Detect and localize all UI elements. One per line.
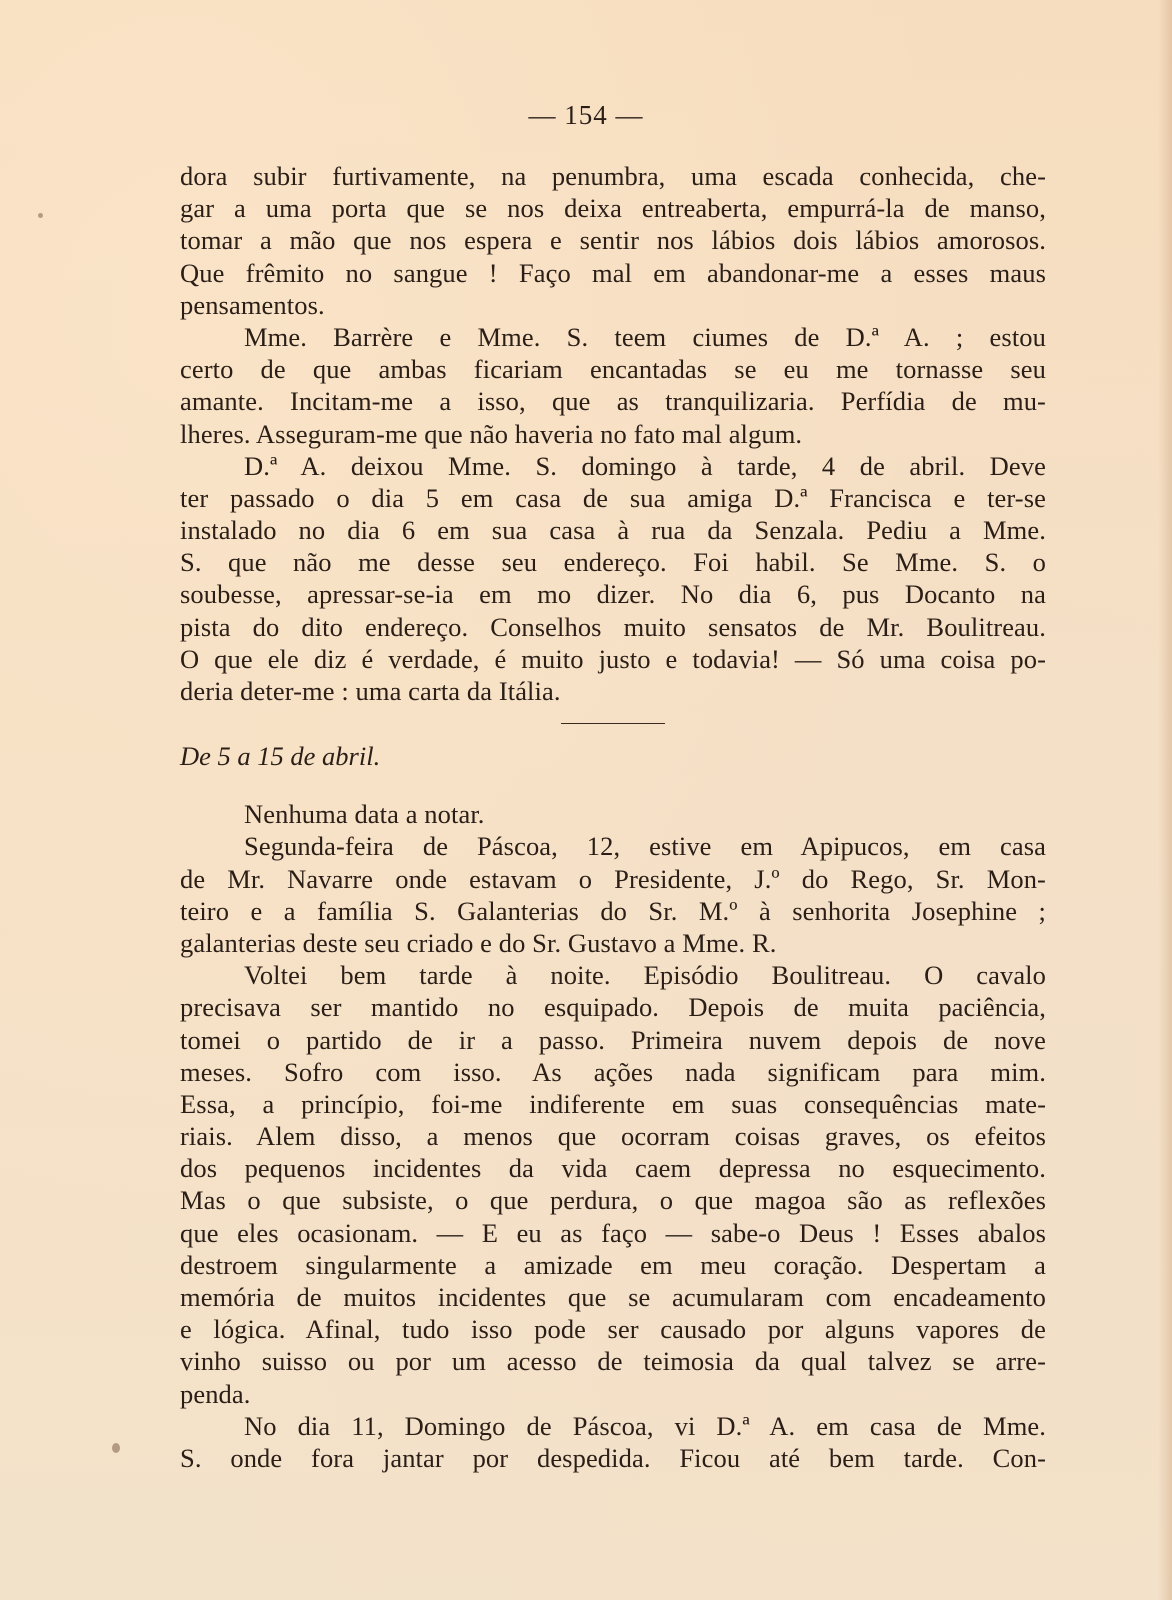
text-line: soubesse, apressar-se-ia em mo dizer. No dia 6, pus Docanto na [180, 579, 1046, 610]
text-line: instalado no dia 6 em sua casa à rua da Senzala. Pediu a Mme. [180, 515, 1046, 546]
text-line: e lógica. Afinal, tudo isso pode ser causado por alguns vapores de [180, 1314, 1046, 1345]
text-line: Nenhuma data a notar. [244, 799, 485, 830]
text-line: ter passado o dia 5 em casa de sua amiga D.ª Francisca e ter-se [180, 482, 1046, 513]
paragraph [180, 160, 1046, 321]
text-line: galanterias deste seu criado e do Sr. Gustavo a Mme. R. [180, 927, 777, 958]
text-line: memória de muitos incidentes que se acumularam com encadeamento [180, 1282, 1046, 1312]
paragraph [180, 450, 1046, 708]
text-line: S. que não me desse seu endereço. Foi habil. Se Mme. S. o [180, 547, 1046, 578]
paragraph [180, 959, 1046, 1410]
page-body [180, 160, 1046, 1474]
text-line: dos pequenos incidentes da vida caem depressa no esquecimento. [180, 1153, 1046, 1184]
text-line: gar a uma porta que se nos deixa entreaberta, empurrá-la de manso, [180, 193, 1046, 224]
page-number: — 154 — [528, 100, 644, 130]
text-line: penda. [180, 1378, 251, 1409]
paragraph [180, 1410, 1046, 1474]
text-line: tomei o partido de ir a passo. Primeira nuvem depois de nove [180, 1024, 1046, 1055]
text-line: dora subir furtivamente, na penumbra, uma escada conhecida, che- [180, 161, 1046, 191]
paragraph [180, 830, 1046, 959]
text-line: Essa, a princípio, foi-me indiferente em suas consequências mate- [180, 1088, 1046, 1119]
text-line: O que ele diz é verdade, é muito justo e todavia! — Só uma coisa po- [180, 643, 1046, 674]
text-line: lheres. Asseguram-me que não haveria no fato mal algum. [180, 418, 803, 449]
text-line: riais. Alem disso, a menos que ocorram coisas graves, os efeitos [180, 1121, 1046, 1152]
text-line: Voltei bem tarde à noite. Episódio Boulitreau. O cavalo [244, 960, 1046, 991]
text-line: precisava ser mantido no esquipado. Depois de muita paciência, [180, 992, 1046, 1023]
paper-speck [112, 1443, 120, 1453]
page-edge-shadow [1158, 0, 1172, 1600]
text-line: D.ª A. deixou Mme. S. domingo à tarde, 4 de abril. Deve [244, 450, 1046, 481]
text-line: Mas o que subsiste, o que perdura, o que magoa são as reflexões [180, 1185, 1046, 1216]
text-line: Mme. Barrère e Mme. S. teem ciumes de D.ª A. ; estou [244, 321, 1046, 352]
text-line: que eles ocasionam. — E eu as faço — sabe-o Deus ! Esses abalos [180, 1217, 1046, 1248]
text-line: deria deter-me : uma carta da Itália. [180, 676, 561, 706]
paragraph [180, 798, 1046, 830]
text-line: vinho suisso ou por um acesso de teimosia da qual talvez se arre- [180, 1346, 1046, 1377]
text-line: Segunda-feira de Páscoa, 12, estive em Apipucos, em casa [244, 831, 1046, 862]
section-heading: De 5 a 15 de abril. [180, 741, 381, 772]
text-line: S. onde fora jantar por despedida. Ficou até bem tarde. Con- [180, 1442, 1046, 1473]
text-line: No dia 11, Domingo de Páscoa, vi D.ª A. em casa de Mme. [244, 1410, 1046, 1441]
text-line: tomar a mão que nos espera e sentir nos lábios dois lábios amorosos. [180, 225, 1046, 256]
text-line: pista do dito endereço. Conselhos muito sensatos de Mr. Boulitreau. [180, 611, 1046, 642]
text-line: destroem singularmente a amizade em meu coração. Despertam a [180, 1249, 1046, 1280]
text-line: certo de que ambas ficariam encantadas se eu me tornasse seu [180, 354, 1046, 385]
paper-speck [38, 213, 43, 218]
section-divider [561, 723, 665, 724]
text-line: amante. Incitam-me a isso, que as tranquilizaria. Perfídia de mu- [180, 386, 1046, 417]
paragraph [180, 321, 1046, 450]
text-line: Que frêmito no sangue ! Faço mal em abandonar-me a esses maus [180, 257, 1046, 288]
text-line: de Mr. Navarre onde estavam o Presidente, J.º do Rego, Sr. Mon- [180, 863, 1046, 894]
text-line: teiro e a família S. Galanterias do Sr. M.º à senhorita Josephine ; [180, 895, 1046, 926]
text-line: meses. Sofro com isso. As ações nada significam para mim. [180, 1056, 1046, 1087]
text-line: pensamentos. [180, 289, 325, 320]
